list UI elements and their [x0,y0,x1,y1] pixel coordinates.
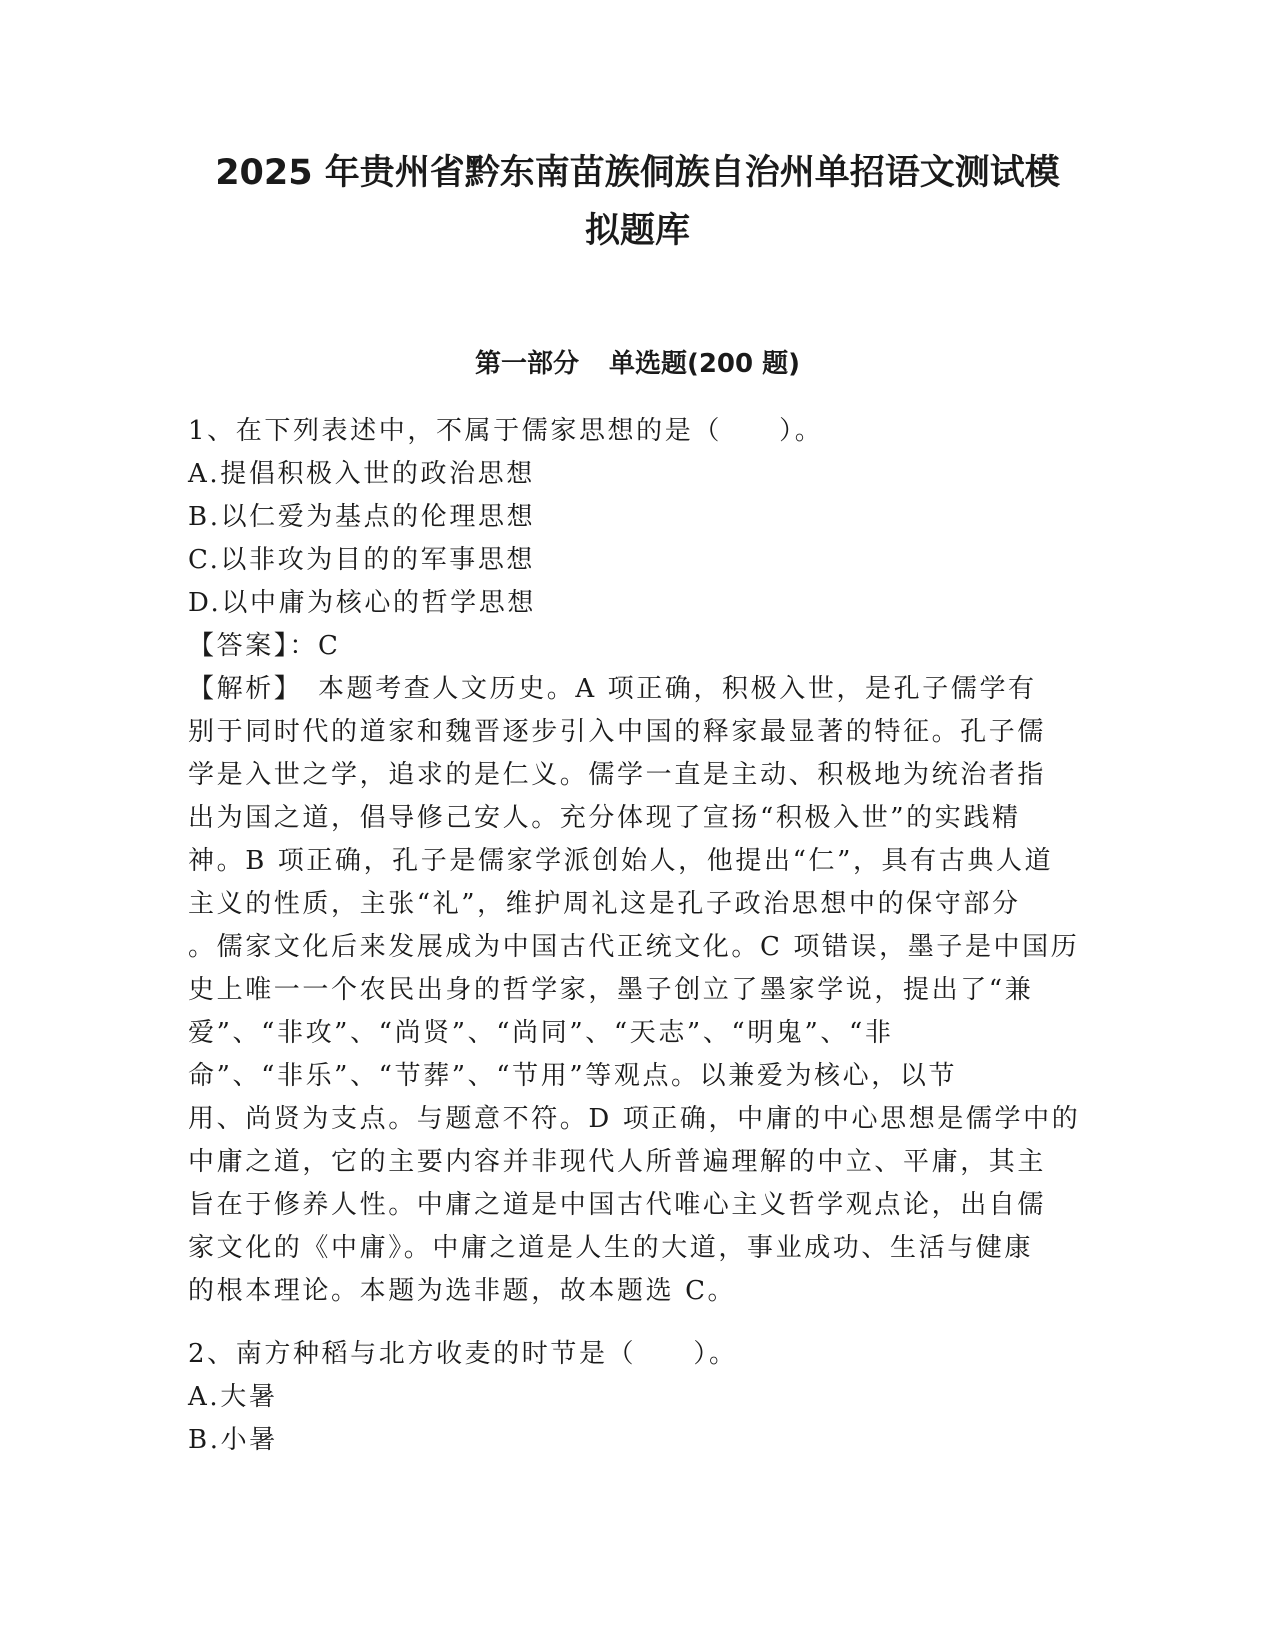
analysis-line: 命”、“非乐”、“节葬”、“节用”等观点。以兼爱为核心，以节 [188,1061,958,1091]
answer-line: 【答案】：C [188,631,341,661]
analysis-line: 旨在于修养人性。中庸之道是中国古代唯心主义哲学观点论，出自儒 [188,1190,1047,1220]
analysis-line: 。儒家文化后来发展成为中国古代正统文化。C 项错误，墨子是中国历 [188,932,1080,962]
analysis-line: 主义的性质，主张“礼”，维护周礼这是孔子政治思想中的保守部分 [188,889,1021,919]
analysis-line: 家文化的《中庸》。中庸之道是人生的大道，事业成功、生活与健康 [188,1233,1034,1263]
analysis-line: 学是入世之学，追求的是仁义。儒学一直是主动、积极地为统治者指 [188,760,1047,790]
analysis-line: 出为国之道，倡导修己安人。充分体现了宣扬“积极入世”的实践精 [188,803,1021,833]
option-b: B.小暑 [188,1425,278,1455]
analysis-line: 别于同时代的道家和魏晋逐步引入中国的释家最显著的特征。孔子儒 [188,717,1047,747]
document-title [150,144,1125,260]
analysis-line: 用、尚贤为支点。与题意不符。D 项正确，中庸的中心思想是儒学中的 [188,1104,1081,1134]
option-d: D.以中庸为核心的哲学思想 [188,588,536,618]
analysis-line: 中庸之道，它的主要内容并非现代人所普遍理解的中立、平庸，其主 [188,1147,1047,1177]
section-part: 第一部分 [474,349,579,379]
section-heading [0,346,1275,382]
analysis-line: 的根本理论。本题为选非题，故本题选 C。 [188,1276,737,1306]
question-stem: 2、南方种稻与北方收麦的时节是（ ）。 [188,1339,738,1369]
question-1 [188,410,1088,1313]
option-c: C.以非攻为目的的军事思想 [188,545,536,575]
analysis-line: 神。B 项正确，孔子是儒家学派创始人，他提出“仁”，具有古典人道 [188,846,1054,876]
question-2 [188,1333,1088,1462]
analysis-line: 爱”、“非攻”、“尚贤”、“尚同”、“天志”、“明鬼”、“非 [188,1018,894,1048]
analysis-block [188,668,1088,1313]
option-b: B.以仁爱为基点的伦理思想 [188,502,536,532]
title-line-2: 拟题库 [584,211,690,251]
option-a: A.提倡积极入世的政治思想 [188,459,535,489]
title-line-1: 2025 年贵州省黔东南苗族侗族自治州单招语文测试模 [215,153,1060,193]
analysis-line: 【解析】 本题考查人文历史。A 项正确，积极入世，是孔子儒学有 [188,674,1037,704]
question-list [188,410,1088,1462]
section-name: 单选题(200 题) [608,349,801,379]
question-stem: 1、在下列表述中，不属于儒家思想的是（ ）。 [188,416,824,446]
analysis-line: 史上唯一一个农民出身的哲学家，墨子创立了墨家学说，提出了“兼 [188,975,1034,1005]
question-separator [188,1313,1088,1333]
option-a: A.大暑 [188,1382,278,1412]
